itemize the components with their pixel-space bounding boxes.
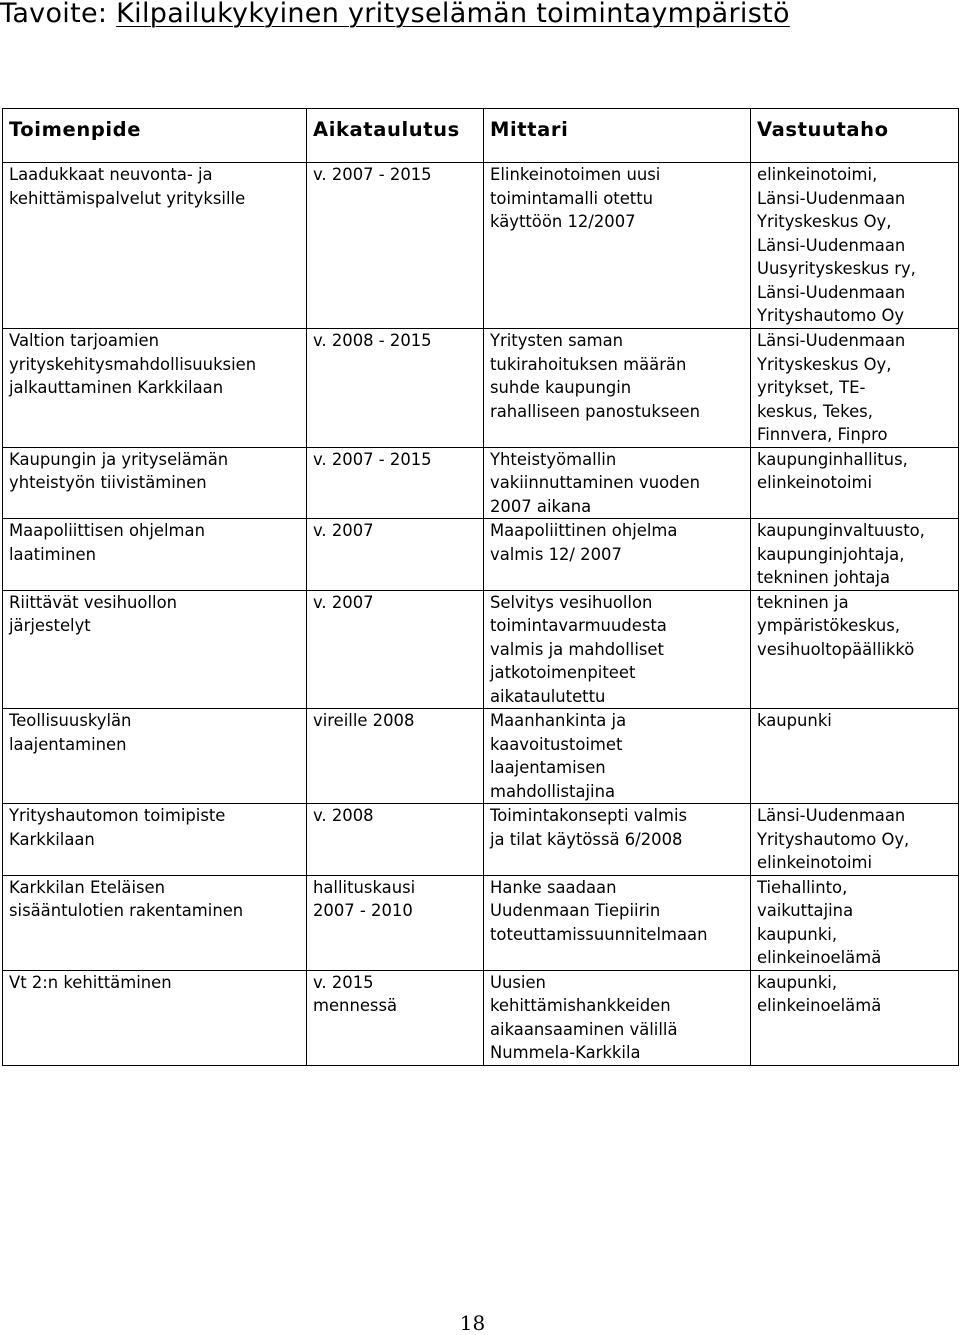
table-row [3,519,959,591]
cell-responsible: kaupunki [751,709,959,804]
cell-responsible: kaupunki, elinkeinoelämä [751,970,959,1065]
cell-measure: Teollisuuskylän laajentaminen [3,709,307,804]
table-row [3,163,959,329]
table-row [3,875,959,970]
cell-schedule: v. 2007 - 2015 [307,447,484,519]
cell-responsible: Tiehallinto, vaikuttajina kaupunki, elinkeinoelämä [751,875,959,970]
table-row [3,447,959,519]
table-row [3,709,959,804]
cell-metric: Maanhankinta ja kaavoitustoimet laajentamisen mahdollistajina [484,709,751,804]
table-row [3,804,959,876]
cell-responsible: kaupunginhallitus, elinkeinotoimi [751,447,959,519]
cell-measure: Laadukkaat neuvonta- ja kehittämispalvelut yrityksille [3,163,307,329]
cell-responsible: Länsi-Uudenmaan Yrityshautomo Oy, elinkeinotoimi [751,804,959,876]
cell-metric: Maapoliittinen ohjelma valmis 12/ 2007 [484,519,751,591]
cell-metric: Toimintakonsepti valmis ja tilat käytössä 6/2008 [484,804,751,876]
cell-measure: Karkkilan Eteläisen sisääntulotien rakentaminen [3,875,307,970]
cell-schedule: hallituskausi 2007 - 2010 [307,875,484,970]
header-metric: Mittari [484,109,751,163]
cell-responsible: kaupunginvaltuusto, kaupunginjohtaja, tekninen johtaja [751,519,959,591]
cell-schedule: vireille 2008 [307,709,484,804]
title-prefix: Tavoite: [0,0,117,29]
cell-measure: Valtion tarjoamien yrityskehitysmahdollisuuksien jalkauttaminen Karkkilaan [3,329,307,448]
page-title [0,0,790,29]
cell-schedule: v. 2007 - 2015 [307,163,484,329]
cell-metric: Selvitys vesihuollon toimintavarmuudesta valmis ja mahdolliset jatkotoimenpiteet aikataulutettu [484,590,751,709]
cell-responsible: Länsi-Uudenmaan Yrityskeskus Oy, yritykset, TE- keskus, Tekes, Finnvera, Finpro [751,329,959,448]
cell-responsible: tekninen ja ympäristökeskus, vesihuoltopäällikkö [751,590,959,709]
page-number: 18 [459,1311,486,1335]
header-schedule: Aikataulutus [307,109,484,163]
header-measure: Toimenpide [3,109,307,163]
cell-metric: Hanke saadaan Uudenmaan Tiepiirin toteuttamissuunnitelmaan [484,875,751,970]
cell-schedule: v. 2015 mennessä [307,970,484,1065]
cell-measure: Yrityshautomon toimipiste Karkkilaan [3,804,307,876]
table-row [3,590,959,709]
cell-measure: Kaupungin ja yrityselämän yhteistyön tiivistäminen [3,447,307,519]
cell-schedule: v. 2008 [307,804,484,876]
cell-metric: Uusien kehittämishankkeiden aikaansaaminen välillä Nummela-Karkkila [484,970,751,1065]
table-header-row [3,109,959,163]
cell-responsible: elinkeinotoimi, Länsi-Uudenmaan Yrityskeskus Oy, Länsi-Uudenmaan Uusyrityskeskus ry, Länsi-Uudenmaan Yrityshautomo Oy [751,163,959,329]
cell-metric: Yritysten saman tukirahoituksen määrän suhde kaupungin rahalliseen panostukseen [484,329,751,448]
cell-measure: Vt 2:n kehittäminen [3,970,307,1065]
cell-measure: Riittävät vesihuollon järjestelyt [3,590,307,709]
cell-metric: Elinkeinotoimen uusi toimintamalli otettu käyttöön 12/2007 [484,163,751,329]
title-link[interactable]: Kilpailukykyinen yrityselämän toimintaympäristö [116,0,790,29]
cell-schedule: v. 2008 - 2015 [307,329,484,448]
table-row [3,329,959,448]
cell-metric: Yhteistyömallin vakiinnuttaminen vuoden 2007 aikana [484,447,751,519]
cell-schedule: v. 2007 [307,519,484,591]
action-plan-table [2,108,959,1066]
cell-schedule: v. 2007 [307,590,484,709]
header-responsible: Vastuutaho [751,109,959,163]
table-row [3,970,959,1065]
cell-measure: Maapoliittisen ohjelman laatiminen [3,519,307,591]
